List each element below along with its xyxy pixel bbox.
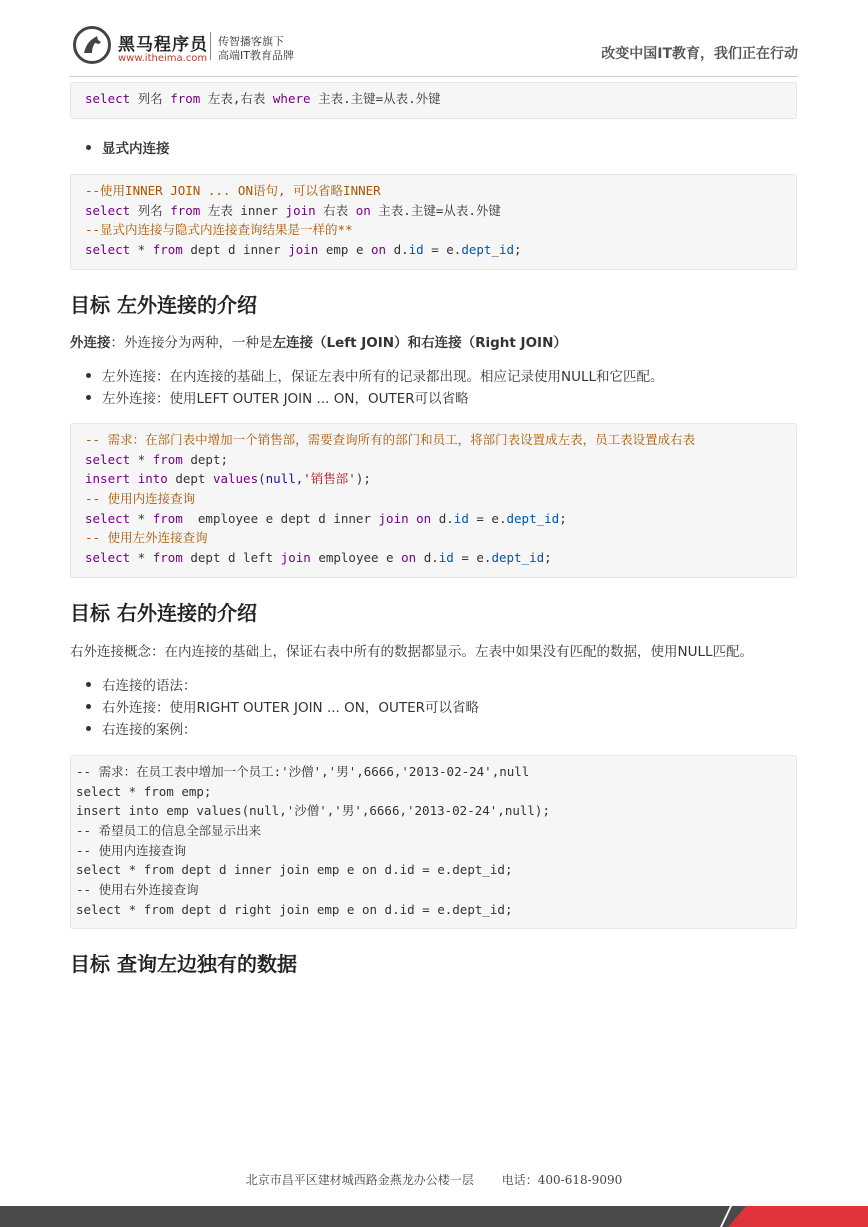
- code-line: [76, 880, 784, 900]
- code-token: 左表 inner: [200, 202, 286, 218]
- intro-bold-term: 外连接: [70, 335, 111, 351]
- code-token: join: [285, 202, 316, 218]
- code-line: [85, 528, 784, 548]
- code-token: where: [272, 91, 311, 106]
- intro-text: ：外连接分为两种，一种是: [110, 335, 273, 351]
- code-token: ,: [295, 471, 304, 487]
- footer-phone: 电话：400-618-9090: [501, 1173, 623, 1187]
- bullet-left-outer-desc: [86, 365, 664, 385]
- bullet-right-join-example: [86, 718, 197, 738]
- code-token: join: [280, 550, 311, 566]
- code-token: from: [152, 550, 183, 566]
- brand-subtitle-1: 传智播客旗下: [218, 35, 284, 48]
- bullet-text: 右外连接：使用RIGHT OUTER JOIN ... ON，OUTER可以省略: [102, 700, 479, 716]
- code-line: [76, 860, 784, 880]
- page-header: [70, 24, 798, 77]
- bullet-dot: [86, 704, 91, 709]
- code-token: select * from emp;: [76, 783, 212, 799]
- code-token: join: [288, 242, 319, 258]
- code-block-right-join: [70, 755, 797, 929]
- bullet-text: 左外连接：使用LEFT OUTER JOIN ... ON，OUTER可以省略: [102, 391, 469, 407]
- code-token: insert into emp values(null,'沙僧','男',6666,'2013-02-24',null);: [76, 803, 550, 819]
- code-token: 列名: [130, 202, 171, 218]
- bullet-dot: [86, 682, 91, 687]
- code-token: 右表: [315, 202, 356, 218]
- code-token: select: [85, 242, 131, 258]
- code-token: id: [453, 510, 469, 526]
- code-token: into: [137, 471, 168, 487]
- bullet-dot: [86, 726, 91, 731]
- code-token: values: [212, 471, 259, 487]
- code-token: from: [170, 91, 201, 106]
- code-token: on: [355, 202, 371, 218]
- code-token: select: [85, 550, 131, 566]
- code-token: (: [258, 471, 266, 487]
- code-line: [76, 900, 784, 920]
- code-token: = e.: [453, 550, 492, 566]
- outer-join-intro: [70, 331, 567, 351]
- heading-left-outer-join: 目标 左外连接的介绍: [70, 293, 257, 317]
- code-token: *: [130, 242, 153, 258]
- code-token: id: [408, 242, 424, 258]
- code-token: select: [85, 91, 131, 106]
- footer-accent: [728, 1206, 868, 1227]
- code-token: *: [130, 451, 153, 467]
- code-token: -- 需求：在部门表中增加一个销售部，需要查询所有的部门和员工，将部门表设置成左表，员工表设置成右表: [85, 432, 696, 447]
- bullet-text: 左外连接：在内连接的基础上，保证左表中所有的记录都出现。相应记录使用NULL和它匹配。: [102, 369, 664, 385]
- code-line: [85, 489, 784, 509]
- code-line: [85, 469, 784, 489]
- code-token: );: [355, 471, 371, 487]
- code-token: select: [85, 202, 131, 218]
- code-line: [76, 782, 784, 802]
- code-block-implicit-join: [70, 82, 797, 119]
- code-token: id: [438, 550, 454, 566]
- code-token: d.: [416, 550, 439, 566]
- code-token: dept d left: [182, 550, 281, 566]
- bullet-explicit-inner-join: [86, 137, 170, 157]
- code-block-left-join: [70, 423, 797, 578]
- code-token: on: [401, 550, 417, 566]
- code-token: join: [378, 510, 409, 526]
- code-line: [85, 201, 784, 221]
- code-line: [85, 220, 784, 240]
- code-token: 列名: [130, 91, 171, 106]
- code-token: --显式内连接与隐式内连接查询结果是一样的**: [85, 222, 353, 238]
- code-token: = e.: [423, 242, 462, 258]
- code-token: from: [152, 451, 183, 467]
- code-token: dept d inner: [182, 242, 289, 258]
- footer-address: 北京市昌平区建材城西路金燕龙办公楼一层: [245, 1173, 474, 1187]
- code-token: from: [152, 242, 183, 258]
- code-token: select * from dept d inner join emp e on d.id = e.dept_id;: [76, 862, 513, 878]
- code-token: select: [85, 510, 131, 526]
- code-block-explicit-join: [70, 174, 797, 270]
- code-token: on: [416, 510, 432, 526]
- code-line: [76, 841, 784, 861]
- bullet-text: 右连接的语法：: [102, 678, 197, 694]
- code-token: -- 需求：在员工表中增加一个员工:'沙僧','男',6666,'2013-02-24',null: [76, 764, 530, 779]
- code-token: = e.: [468, 510, 507, 526]
- code-token: 左表,右表: [200, 91, 273, 106]
- code-token: employee e dept d inner: [182, 510, 379, 526]
- code-token: ;: [514, 242, 522, 258]
- code-token: emp e: [318, 242, 371, 258]
- code-token: -- 使用内连接查询: [76, 842, 187, 858]
- code-token: '销售部': [303, 471, 356, 487]
- heading-left-unique-data: 目标 查询左边独有的数据: [70, 952, 297, 976]
- brand-name: 黑马程序员: [118, 35, 208, 55]
- code-line: [76, 762, 784, 782]
- code-token: -- 使用右外连接查询: [76, 882, 199, 898]
- code-token: d.: [386, 242, 409, 258]
- code-token: *: [130, 550, 153, 566]
- code-line: [85, 240, 784, 260]
- code-token: ;: [559, 510, 567, 526]
- bullet-right-join-syntax-label: [86, 674, 197, 694]
- code-token: dept;: [182, 451, 228, 467]
- code-token: *: [130, 510, 153, 526]
- code-token: dept: [167, 471, 213, 487]
- code-token: select: [85, 451, 131, 467]
- horse-logo-icon: [73, 26, 111, 64]
- right-join-intro: 右外连接概念：在内连接的基础上，保证右表中所有的数据都显示。左表中如果没有匹配的数据，使用NULL匹配。: [70, 644, 754, 660]
- header-slogan: 改变中国IT教育，我们正在行动: [601, 46, 798, 62]
- brand-divider: [210, 32, 211, 60]
- bullet-left-outer-syntax: [86, 387, 469, 407]
- code-token: --使用INNER JOIN ... ON语句, 可以省略INNER: [85, 183, 381, 198]
- brand-url[interactable]: www.itheima.com: [118, 53, 208, 64]
- code-token: d.: [431, 510, 454, 526]
- code-line: [76, 801, 784, 821]
- code-line: [85, 181, 784, 201]
- intro-bold-types: 左连接（Left JOIN）和右连接（Right JOIN）: [272, 335, 567, 351]
- code-line: [85, 430, 784, 450]
- bullet-text: 显式内连接: [102, 141, 170, 157]
- heading-right-outer-join: 目标 右外连接的介绍: [70, 601, 257, 625]
- code-token: from: [152, 510, 183, 526]
- brand-subtitle-2: 高端IT教育品牌: [218, 49, 294, 62]
- code-token: null: [265, 471, 296, 487]
- code-token: employee e: [310, 550, 402, 566]
- bullet-text: 右连接的案例：: [102, 722, 197, 738]
- code-token: ;: [544, 550, 552, 566]
- bullet-dot: [86, 395, 91, 400]
- code-token: dept_id: [461, 242, 515, 258]
- code-line: [85, 548, 784, 568]
- code-line: [76, 821, 784, 841]
- code-line: [85, 450, 784, 470]
- bullet-dot: [86, 373, 91, 378]
- code-token: -- 使用内连接查询: [85, 491, 196, 507]
- code-token: [130, 471, 138, 486]
- code-line: [85, 509, 784, 529]
- code-token: on: [371, 242, 387, 258]
- code-token: -- 使用左外连接查询: [85, 530, 208, 546]
- code-token: insert: [85, 471, 131, 487]
- code-token: 主表.主键=从表.外键: [370, 202, 501, 218]
- code-token: from: [170, 202, 201, 218]
- page-footer: [0, 1171, 868, 1188]
- code-token: -- 希望员工的信息全部显示出来: [76, 823, 262, 839]
- code-token: dept_id: [506, 510, 560, 526]
- code-token: dept_id: [491, 550, 545, 566]
- bullet-dot: [86, 145, 91, 150]
- code-token: 主表.主键=从表.外键: [310, 91, 441, 106]
- bullet-right-join-syntax: [86, 696, 479, 716]
- code-line: [85, 89, 784, 109]
- code-token: select * from dept d right join emp e on d.id = e.dept_id;: [76, 901, 513, 917]
